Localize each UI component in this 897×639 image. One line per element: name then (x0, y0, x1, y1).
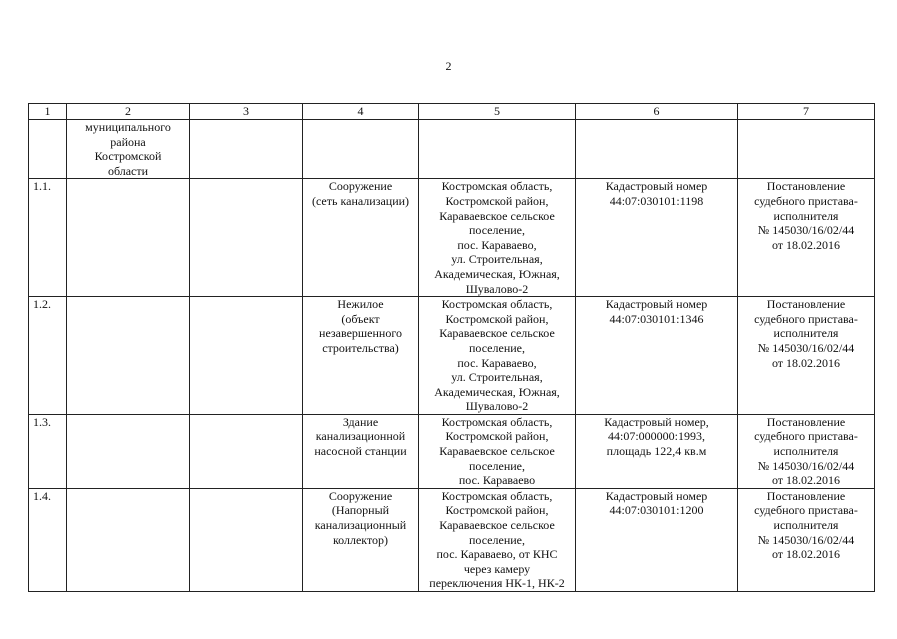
address-cell (419, 120, 576, 179)
address-cell: Костромская область, Костромской район, Караваевское сельское поселение, пос. Караваево, ул. Строительная, Академическая, Южная, Шувалово-2 (419, 297, 576, 415)
col3-cell (190, 488, 303, 591)
page-number: 2 (445, 59, 452, 73)
col3-cell (190, 179, 303, 297)
column-header: 6 (576, 104, 738, 120)
column-header: 2 (67, 104, 190, 120)
resolution-cell: Постановление судебного пристава- исполнителя № 145030/16/02/44 от 18.02.2016 (738, 488, 875, 591)
property-table (28, 103, 875, 592)
resolution-cell: Постановление судебного пристава- исполнителя № 145030/16/02/44 от 18.02.2016 (738, 179, 875, 297)
owner-cell: муниципального района Костромской области (67, 120, 190, 179)
address-cell: Костромская область, Костромской район, Караваевское сельское поселение, пос. Караваево, ул. Строительная, Академическая, Южная, Шувалово-2 (419, 179, 576, 297)
resolution-cell: Постановление судебного пристава- исполнителя № 145030/16/02/44 от 18.02.2016 (738, 297, 875, 415)
table-row (29, 179, 875, 297)
table-row (29, 297, 875, 415)
table-row (29, 120, 875, 179)
column-header: 1 (29, 104, 67, 120)
row-number-cell: 1.4. (29, 488, 67, 591)
cadastral-cell: Кадастровый номер, 44:07:000000:1993, площадь 122,4 кв.м (576, 414, 738, 488)
col3-cell (190, 120, 303, 179)
owner-cell (67, 414, 190, 488)
col3-cell (190, 414, 303, 488)
owner-cell (67, 297, 190, 415)
table-row (29, 488, 875, 591)
table-row (29, 414, 875, 488)
object-type-cell: Здание канализационной насосной станции (303, 414, 419, 488)
owner-cell (67, 179, 190, 297)
table-header-row (29, 104, 875, 120)
object-type-cell (303, 120, 419, 179)
object-type-cell: Сооружение (Напорный канализационный коллектор) (303, 488, 419, 591)
cadastral-cell: Кадастровый номер 44:07:030101:1198 (576, 179, 738, 297)
column-header: 7 (738, 104, 875, 120)
col3-cell (190, 297, 303, 415)
column-header: 3 (190, 104, 303, 120)
address-cell: Костромская область, Костромской район, Караваевское сельское поселение, пос. Караваево, от КНС через камеру переключения НК-1, НК-2 (419, 488, 576, 591)
object-type-cell: Нежилое (объект незавершенного строительства) (303, 297, 419, 415)
resolution-cell: Постановление судебного пристава- исполнителя № 145030/16/02/44 от 18.02.2016 (738, 414, 875, 488)
cadastral-cell: Кадастровый номер 44:07:030101:1200 (576, 488, 738, 591)
owner-cell (67, 488, 190, 591)
column-header: 4 (303, 104, 419, 120)
address-cell: Костромская область, Костромской район, Караваевское сельское поселение, пос. Караваево (419, 414, 576, 488)
object-type-cell: Сооружение (сеть канализации) (303, 179, 419, 297)
resolution-cell (738, 120, 875, 179)
cadastral-cell: Кадастровый номер 44:07:030101:1346 (576, 297, 738, 415)
row-number-cell: 1.1. (29, 179, 67, 297)
row-number-cell: 1.3. (29, 414, 67, 488)
row-number-cell: 1.2. (29, 297, 67, 415)
column-header: 5 (419, 104, 576, 120)
cadastral-cell (576, 120, 738, 179)
row-number-cell (29, 120, 67, 179)
